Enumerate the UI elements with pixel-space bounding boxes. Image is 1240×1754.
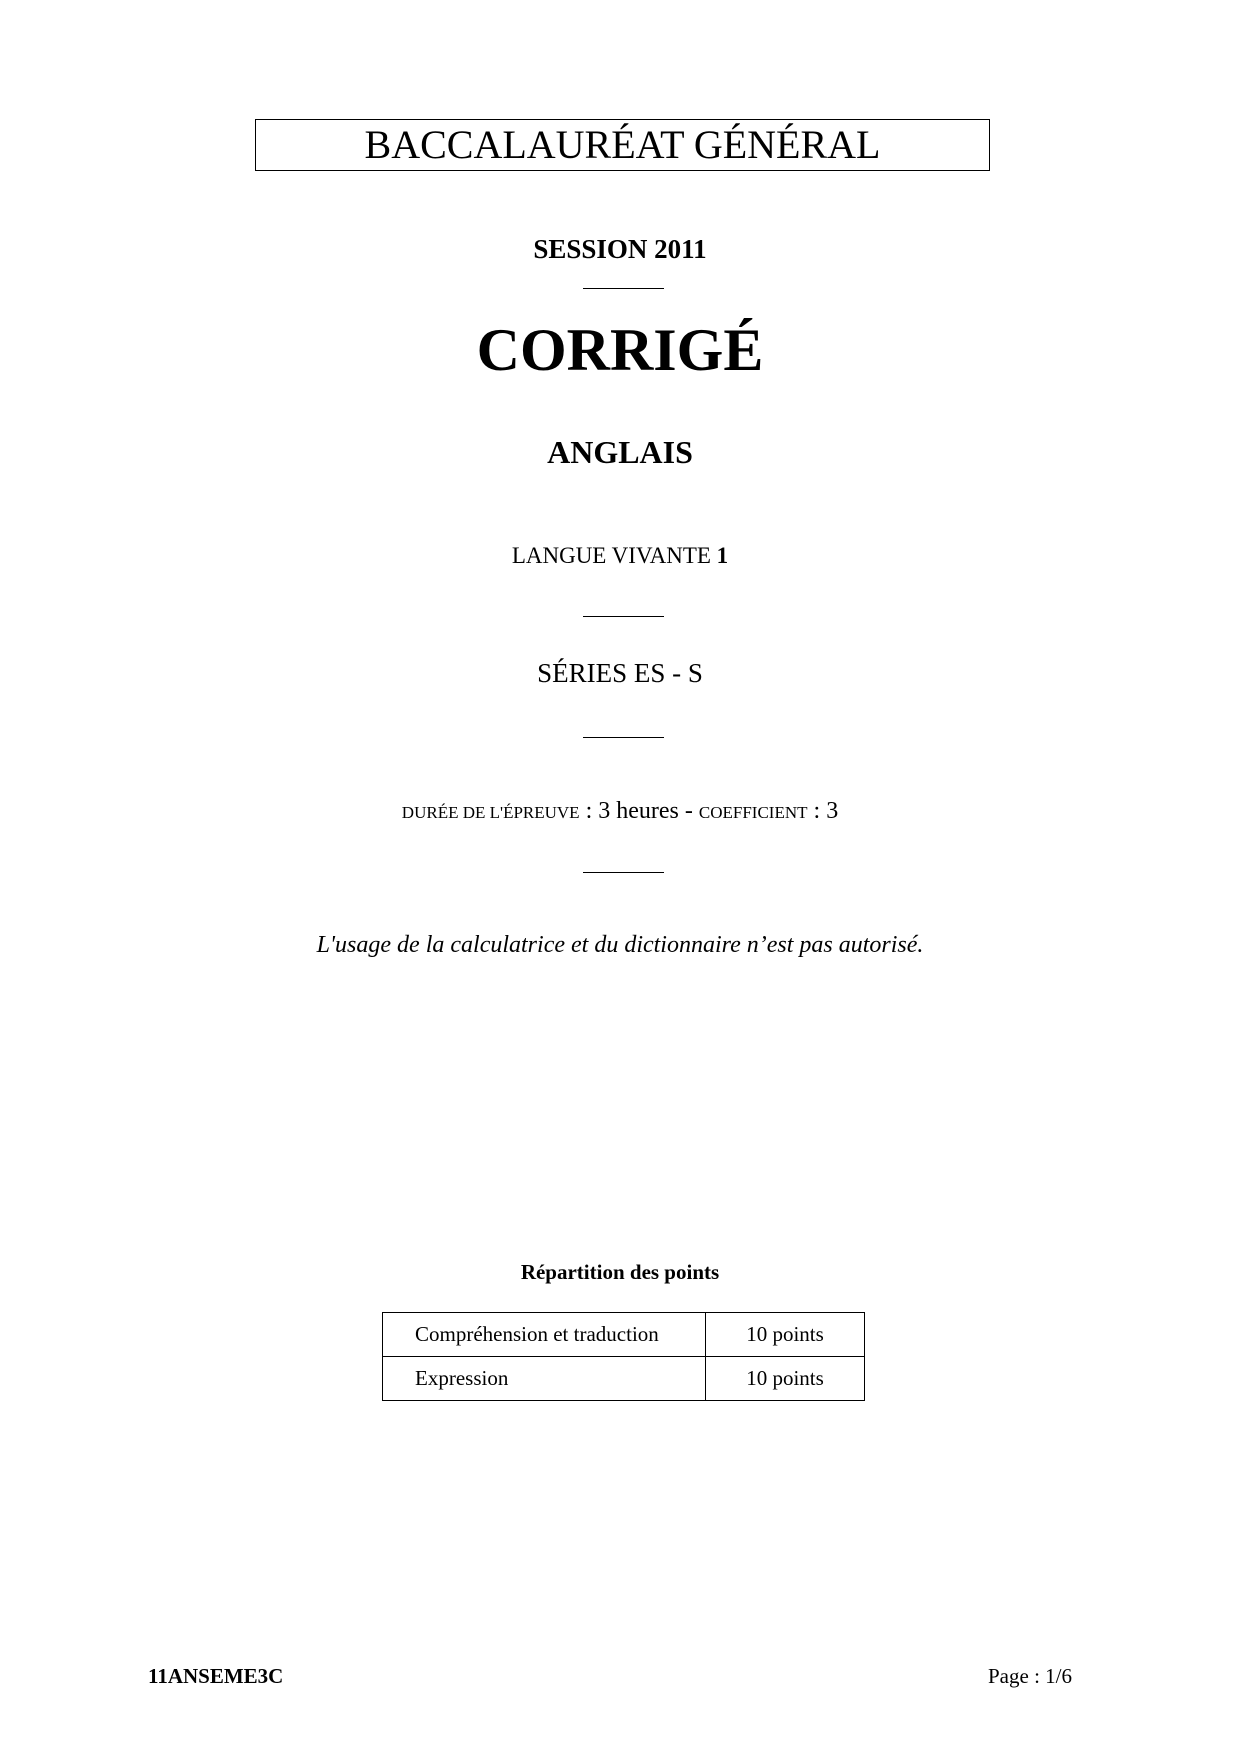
- langue-label: LANGUE VIVANTE: [511, 543, 711, 568]
- exam-title: BACCALAURÉAT GÉNÉRAL: [364, 122, 881, 167]
- divider-4: [583, 872, 664, 873]
- table-row: [383, 1313, 865, 1357]
- divider-3: [583, 737, 664, 738]
- series-line: SÉRIES ES - S: [537, 658, 703, 688]
- table-row: [383, 1357, 865, 1401]
- points-row-value: 10 points: [706, 1313, 865, 1357]
- document-type-heading: CORRIGÉ: [476, 317, 764, 383]
- points-table: [382, 1312, 865, 1401]
- points-table-title: Répartition des points: [520, 1260, 720, 1284]
- points-row-label: Compréhension et traduction: [383, 1313, 706, 1357]
- divider-2: [583, 616, 664, 617]
- langue-number: 1: [716, 543, 729, 568]
- usage-notice: L'usage de la calculatrice et du dictionnaire n’est pas autorisé.: [316, 932, 924, 958]
- duration-value: 3 heures: [598, 798, 679, 824]
- coefficient-value: 3: [826, 798, 839, 824]
- duration-line: DURÉE DE L'ÉPREUVE : 3 heures - COEFFICIENT : 3: [401, 798, 839, 824]
- session-label: SESSION 2011: [533, 234, 707, 264]
- coefficient-label: COEFFICIENT: [698, 803, 808, 822]
- points-row-value: 10 points: [706, 1357, 865, 1401]
- langue-line: [0, 541, 1240, 571]
- divider-1: [583, 288, 664, 289]
- subject-heading: ANGLAIS: [547, 434, 693, 470]
- exam-title-box: [255, 119, 990, 171]
- duration-label: DURÉE DE L'ÉPREUVE: [401, 803, 580, 822]
- points-row-label: Expression: [383, 1357, 706, 1401]
- page-number: Page : 1/6: [988, 1664, 1072, 1688]
- document-code: 11ANSEME3C: [148, 1664, 284, 1688]
